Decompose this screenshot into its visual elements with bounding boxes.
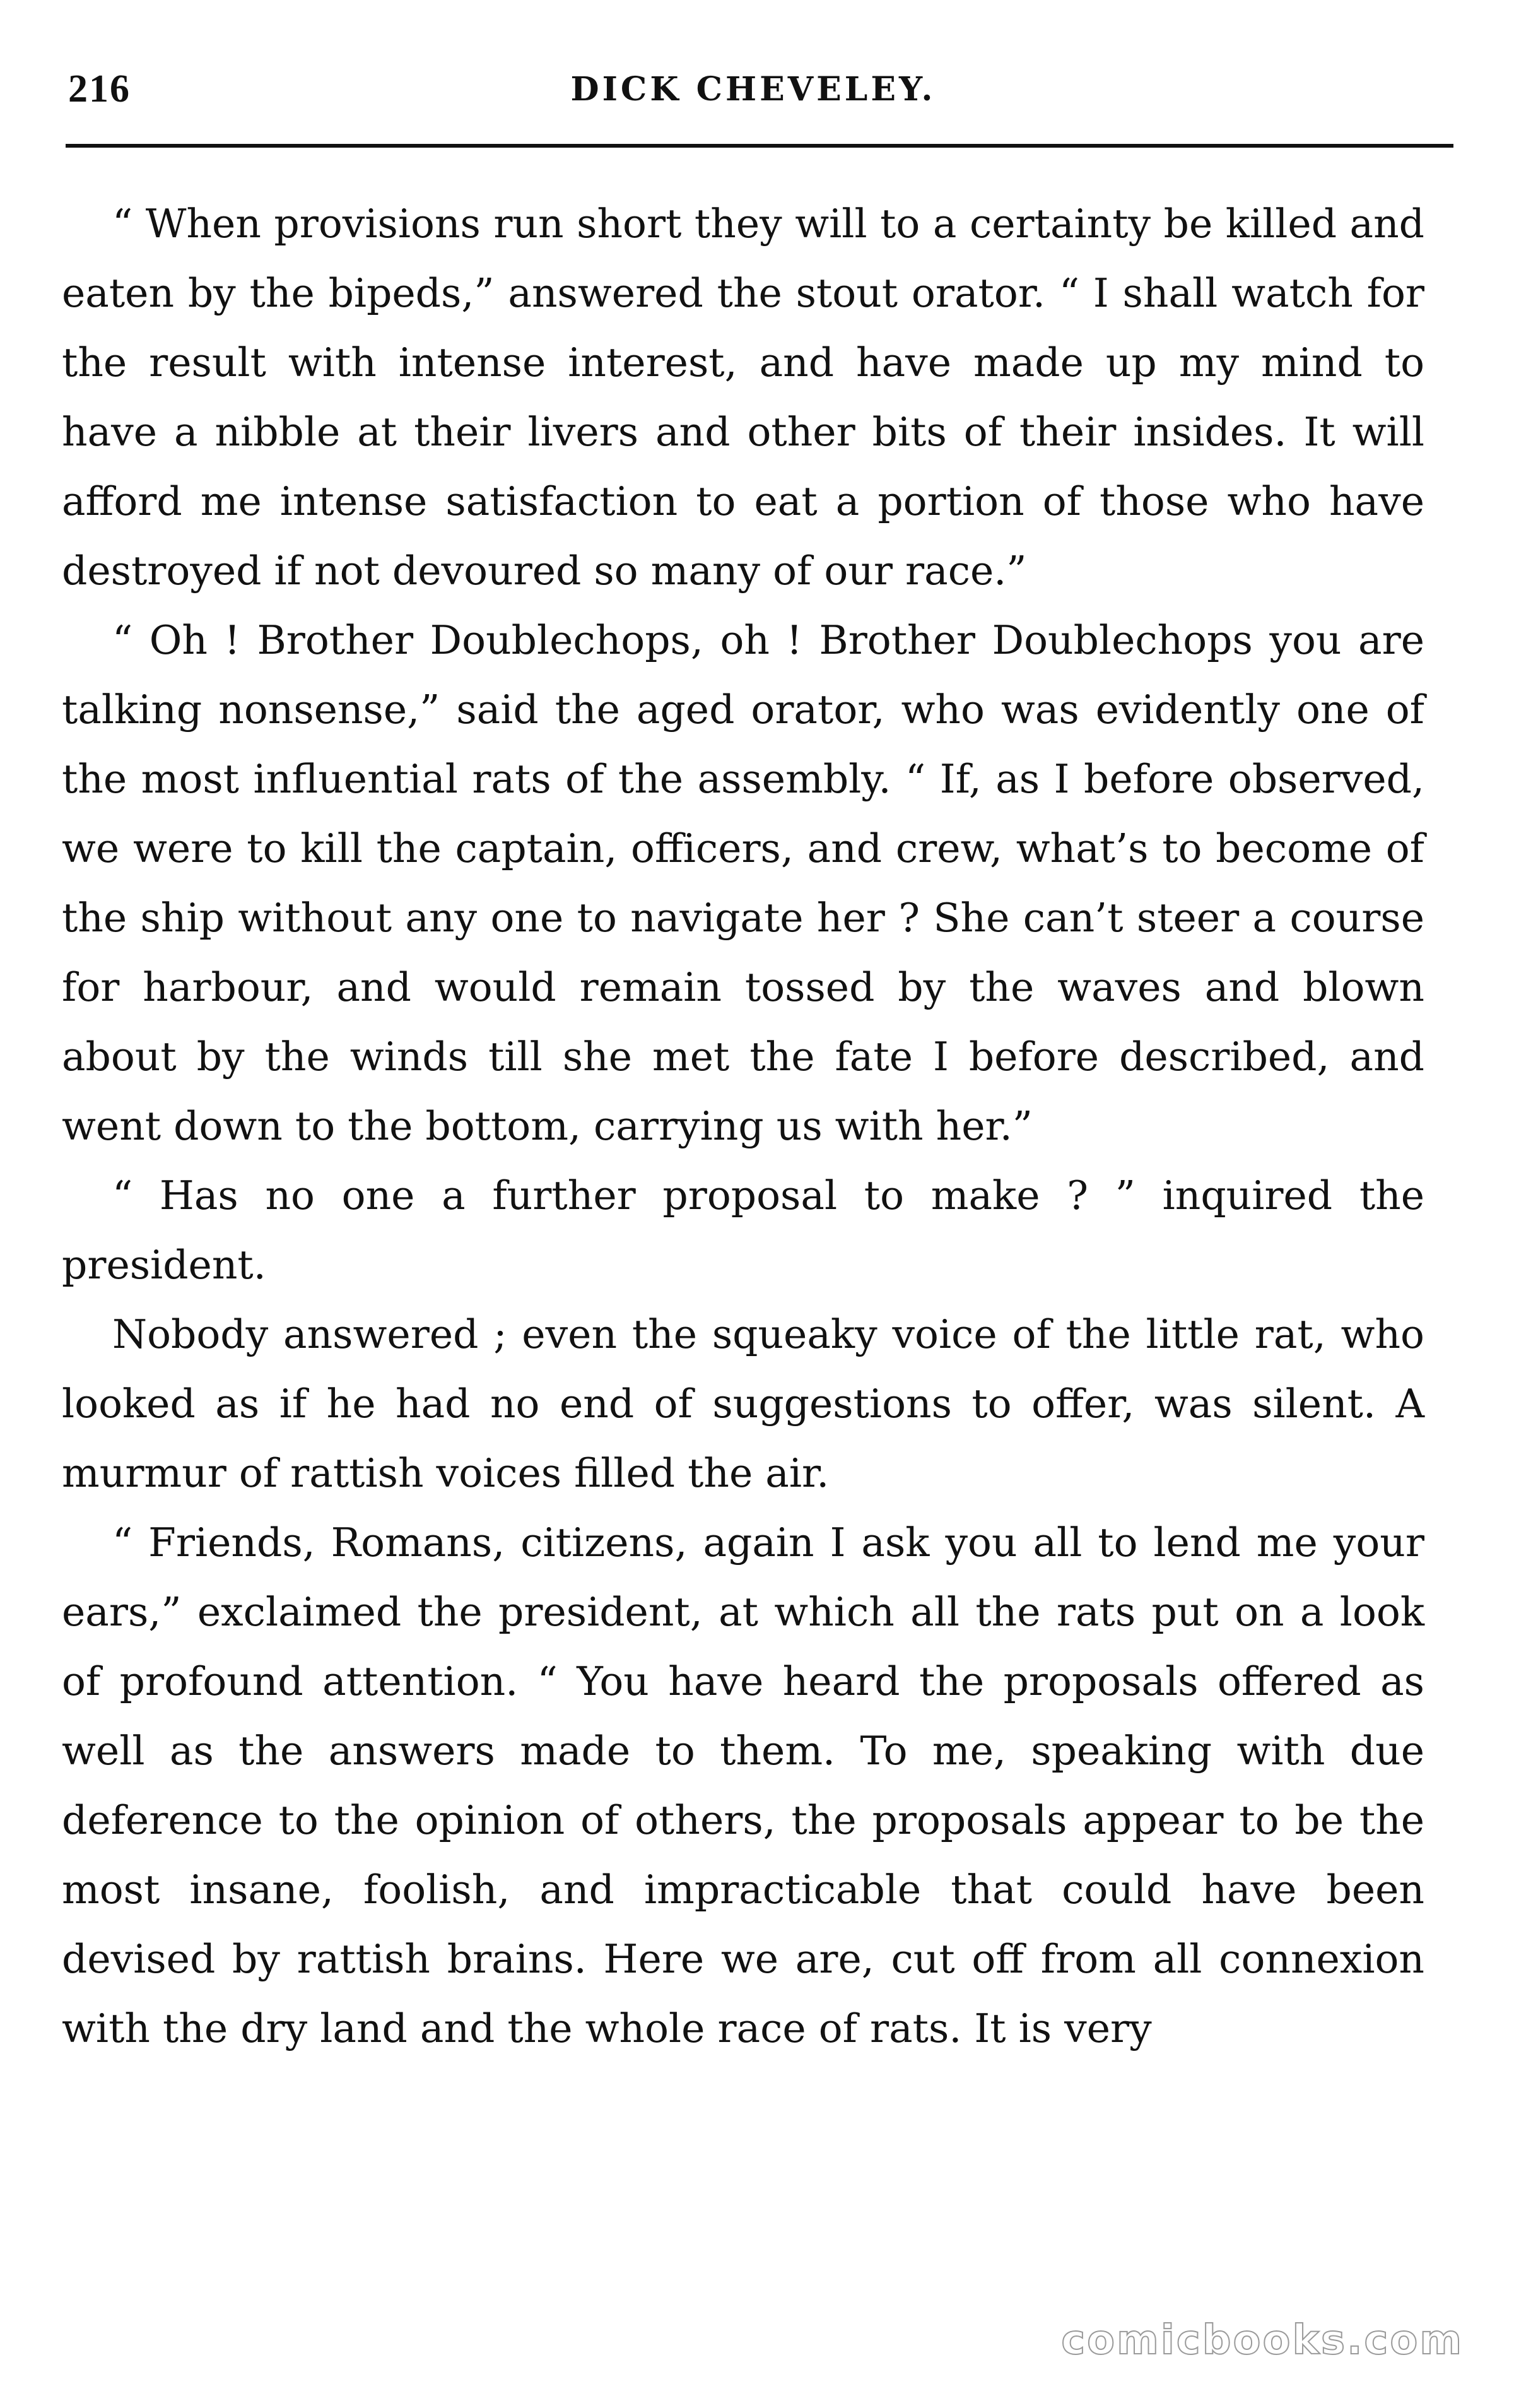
watermark: comicbooks.com <box>1061 2317 1464 2364</box>
paragraph: “ Oh ! Brother Doublechops, oh ! Brother Doublechops you are talking nonsense,” said the aged orator, who was evidently one of the most influential rats of the assembly. “ If, as I before observed, we were to kill the captain, officers, and crew, what’s to become of the ship without any one to navigate her ? She can’t steer a course for harbour, and would remain tossed by the waves and blown about by the winds till she met the fate I before described, and went down to the bottom, carrying us with her.” <box>62 617 1424 1149</box>
paragraph: Nobody answered ; even the squeaky voice of the little rat, who looked as if he had no end of suggestions to offer, was silent. A murmur of rattish voices filled the air. <box>62 1311 1424 1496</box>
page-number: 216 <box>68 67 131 110</box>
body-text <box>62 189 1424 2063</box>
page-header <box>68 61 1438 117</box>
running-head: DICK CHEVELEY. <box>570 69 936 109</box>
paragraph: “ Has no one a further proposal to make ? ” inquired the president. <box>62 1172 1424 1288</box>
paragraph: “ Friends, Romans, citizens, again I ask you all to lend me your ears,” exclaimed the president, at which all the rats put on a look of profound attention. “ You have heard the proposals offered as well as the answers made to them. To me, speaking with due deference to the opinion of others, the proposals appear to be the most insane, foolish, and impracticable that could have been devised by rattish brains. Here we are, cut off from all connexion with the dry land and the whole race of rats. It is very <box>62 1520 1424 2051</box>
header-rule <box>66 144 1453 148</box>
paragraph: “ When provisions run short they will to a certainty be killed and eaten by the bipeds,” answered the stout orator. “ I shall watch for the result with intense interest, and have made up my mind to have a nibble at their livers and other bits of their insides. It will afford me intense satisfaction to eat a portion of those who have destroyed if not devoured so many of our race.” <box>62 201 1424 594</box>
